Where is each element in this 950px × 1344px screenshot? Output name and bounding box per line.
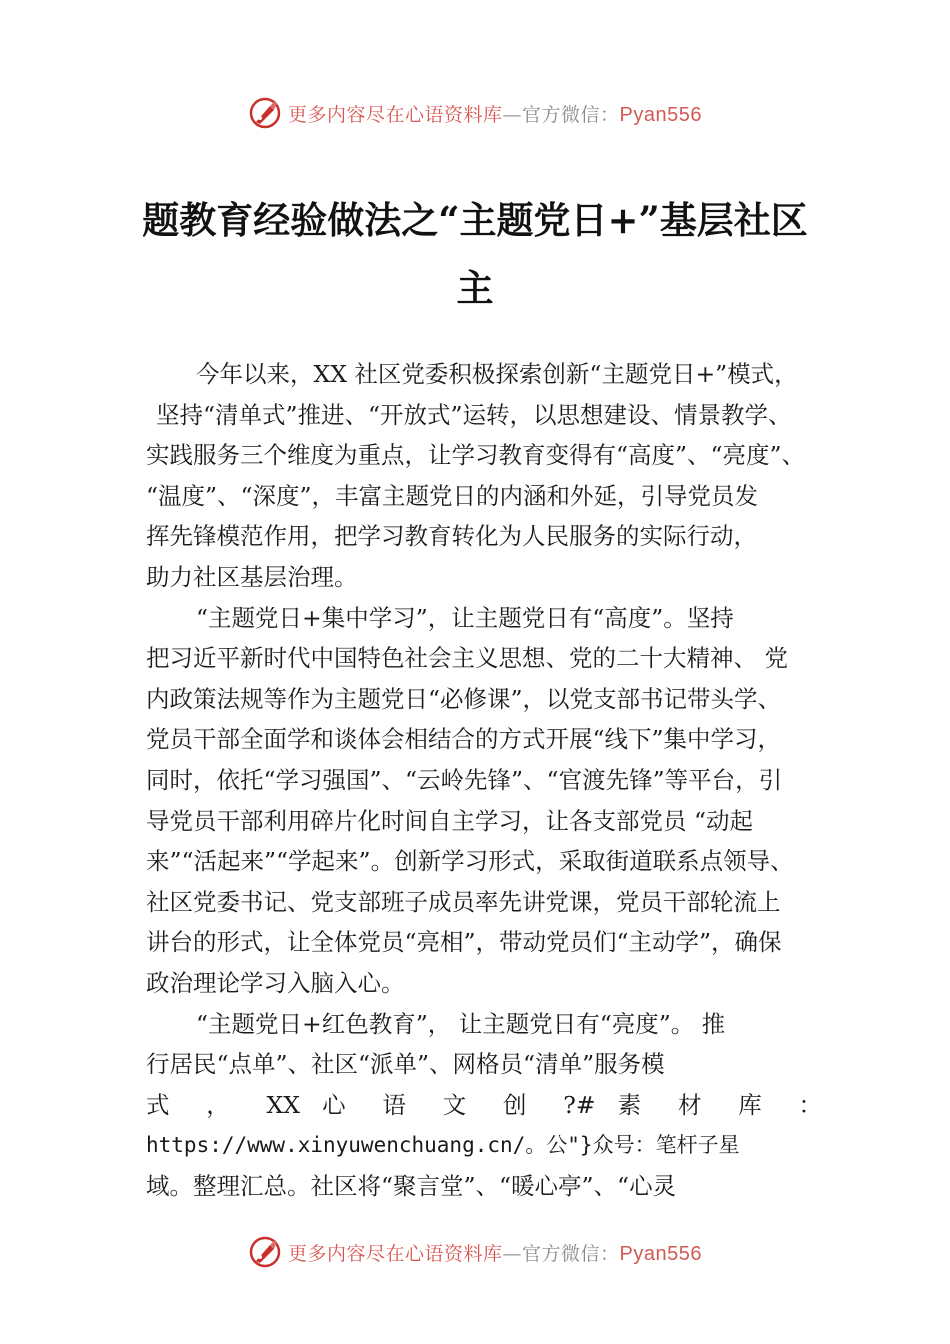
text-line: 讲台的形式，让全体党员“亮相”，带动党员们“主动学”，确保 (146, 928, 782, 957)
text-line: 域。整理汇总。社区将“聚言堂”、“暖心亭”、“心灵 (146, 1171, 677, 1200)
text-line: “主题党日+红色教育”， 让主题党日有“亮度”。 推 (196, 1009, 726, 1038)
footer-watermark-banner (0, 1232, 950, 1272)
text-line: 把习近平新时代中国特色社会主义思想、党的二十大精神、 党 (146, 644, 788, 673)
text-line: 导党员干部利用碎片化时间自主学习，让各支部党员 “动起 (146, 806, 753, 835)
text-line: 助力社区基层治理。 (146, 562, 358, 591)
banner-text: 更多内容尽在心语资料库—官方微信：Pyan556 (288, 103, 702, 126)
text-line: 政治理论学习入脑入心。 (146, 968, 405, 997)
text-line: 坚持“清单式”推进、“开放式”运转，以思想建设、情景教学、 (156, 400, 792, 429)
banner-text: 更多内容尽在心语资料库—官方微信：Pyan556 (288, 1242, 702, 1265)
text-line: “主题党日+集中学习”，让主题党日有“高度”。坚持 (196, 603, 734, 632)
paragraph-3 (146, 1004, 822, 1207)
text-line: 今年以来，XX 社区党委积极探索创新“主题党日+”模式， (196, 360, 798, 388)
text-line-url: https://www.xinyuwenchuang.cn/。公"}众号：笔杆子星 (146, 1133, 740, 1158)
text-line: 同时，依托“学习强国”、“云岭先锋”、“官渡先锋”等平台，引 (146, 765, 783, 794)
title-line-1: 题教育经验做法之“主题党日+”基层社区 (142, 198, 808, 242)
paragraph-1 (146, 354, 822, 598)
paragraph-2 (146, 598, 822, 1004)
text-line: 党员干部全面学和谈体会相结合的方式开展“线下”集中学习， (146, 725, 782, 754)
title-line-2: 主 (456, 266, 494, 310)
document-title (130, 186, 820, 322)
text-line: 来”“活起来”“学起来”。创新学习形式，采取街道联系点领导、 (146, 847, 794, 876)
pen-nib-logo-icon (248, 96, 282, 130)
header-watermark-banner (0, 93, 950, 133)
text-line: 实践服务三个维度为重点，让学习教育变得有“高度”、“亮度”、 (146, 441, 806, 470)
text-line: 挥先锋模范作用，把学习教育转化为人民服务的实际行动， (146, 522, 757, 551)
pen-nib-logo-icon (248, 1235, 282, 1269)
text-line: 式 ， XX 心 语 文 创 ?# 素 材 库 ： (146, 1090, 822, 1119)
document-body (146, 354, 822, 1206)
text-line: 社区党委书记、党支部班子成员率先讲党课，党员干部轮流上 (146, 887, 781, 916)
text-line: 行居民“点单”、社区“派单”、网格员“清单”服务模 (146, 1050, 665, 1079)
text-line: 内政策法规等作为主题党日“必修课”，以党支部书记带头学、 (146, 684, 782, 713)
text-line: “温度”、“深度”，丰富主题党日的内涵和外延，引导党员发 (146, 481, 759, 510)
